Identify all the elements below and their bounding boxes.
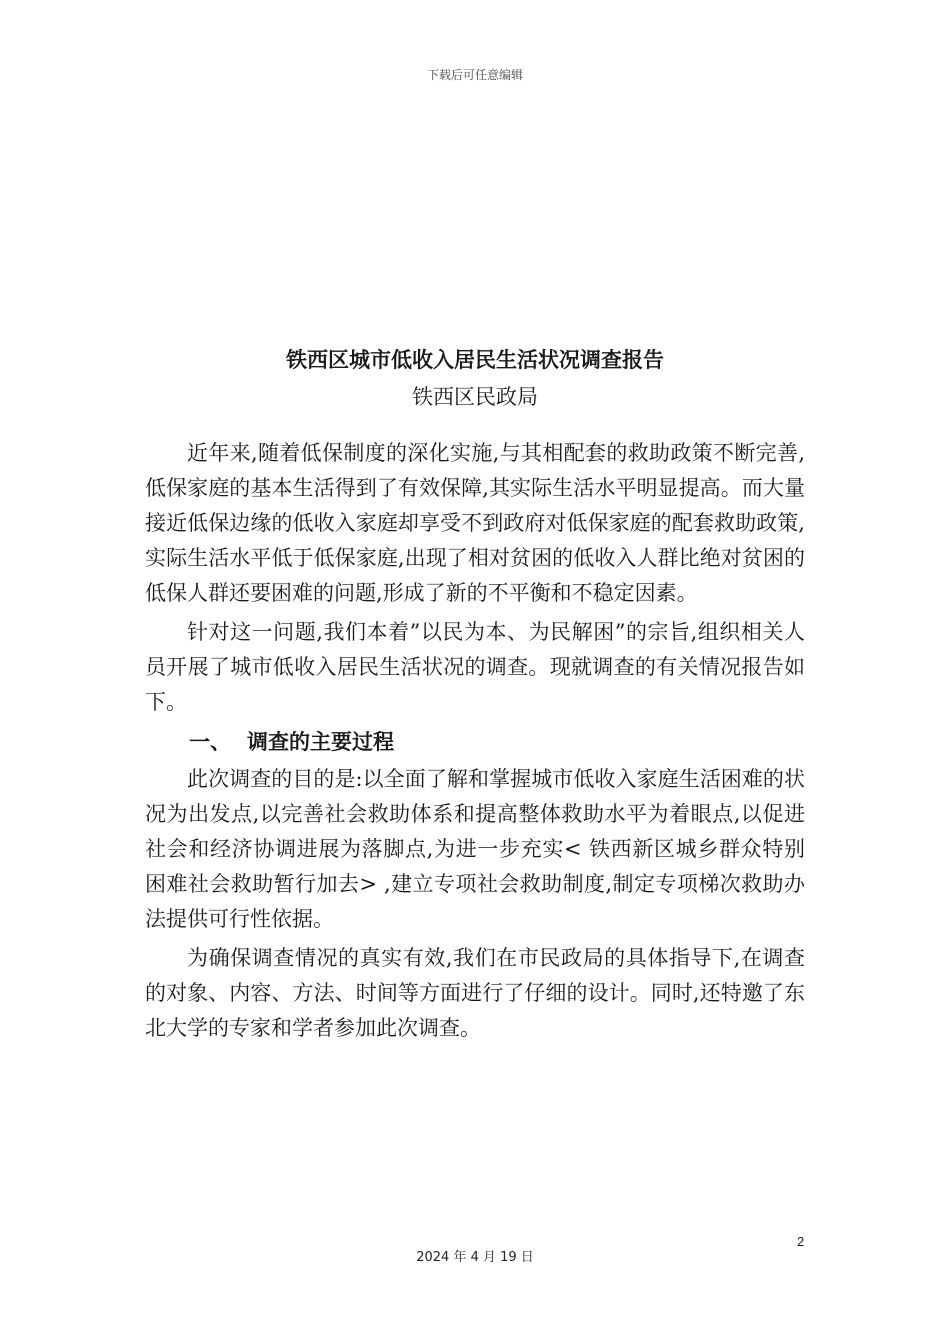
- section-title: 调查的主要过程: [247, 730, 394, 754]
- paragraph: 为确保调查情况的真实有效,我们在市民政局的具体指导下,在调查的对象、内容、方法、时间等方面进行了仔细的设计。同时,还特邀了东北大学的专家和学者参加此次调查。: [145, 946, 805, 1040]
- paragraph: 此次调查的目的是:以全面了解和掌握城市低收入家庭生活困难的状况为出发点,以完善社会救助体系和提高整体救助水平为着眼点,以促进社会和经济协调进展为落脚点,为进一步充实< 铁西新区城乡群众特别困难社会救助暂行加去> ,建立专项社会救助制度,制定专项梯次救助办法提供可行性依据。: [145, 767, 805, 931]
- document-title: 铁西区城市低收入居民生活状况调查报告: [286, 348, 664, 372]
- page-number: 2: [797, 1234, 805, 1249]
- paragraph: 近年来,随着低保制度的深化实施,与其相配套的救助政策不断完善,低保家庭的基本生活得到了有效保障,其实际生活水平明显提高。而大量接近低保边缘的低收入家庭却享受不到政府对低保家庭的配套救助政策,实际生活水平低于低保家庭,出现了相对贫困的低收入人群比绝对贫困的低保人群还要困难的问题,形成了新的不平衡和不稳定因素。: [145, 441, 805, 605]
- footer-date: 2024 年 4 月 19 日: [416, 1250, 534, 1265]
- paragraph: 针对这一问题,我们本着”以民为本、为民解困”的宗旨,组织相关人员开展了城市低收入居民生活状况的调查。现就调查的有关情况报告如下。: [145, 620, 805, 714]
- page-header: 下载后可任意编辑: [426, 68, 523, 82]
- document-body: [145, 340, 805, 1050]
- document-author: 铁西区民政局: [412, 385, 538, 409]
- section-number: 一、: [189, 730, 231, 754]
- section-heading: [145, 724, 805, 760]
